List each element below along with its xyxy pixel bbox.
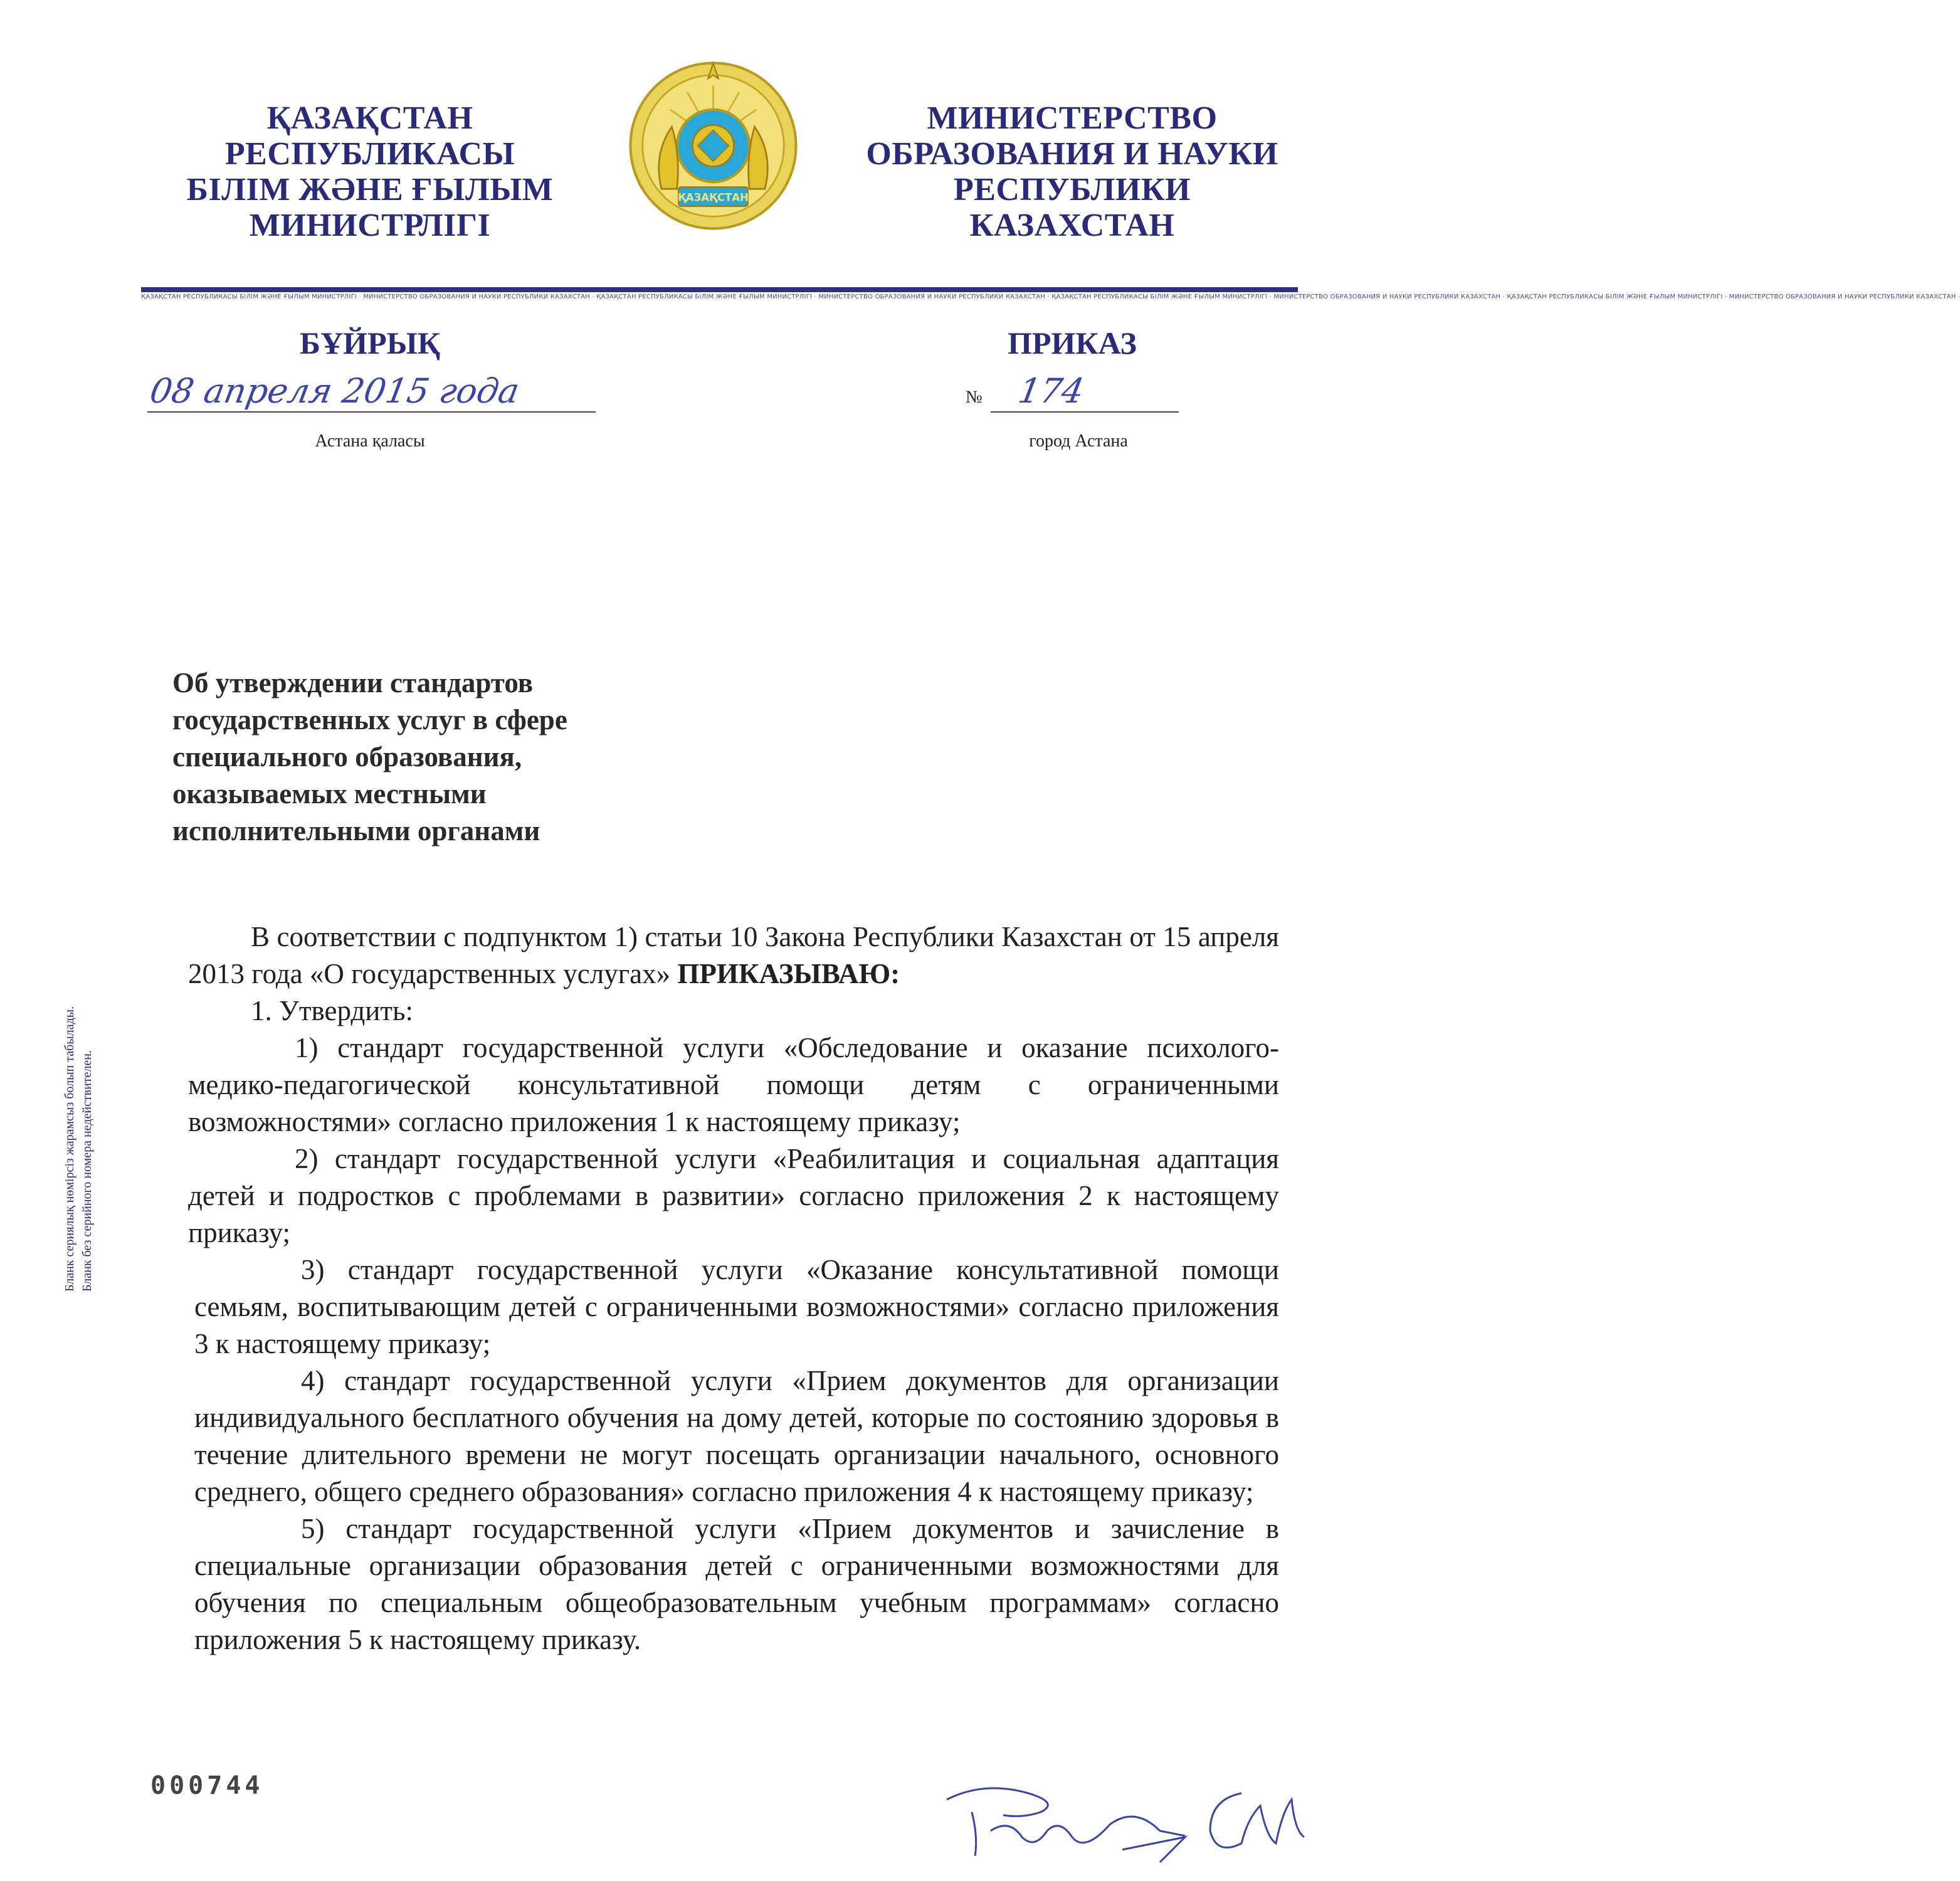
- state-emblem-icon: [627, 60, 799, 232]
- order-number-label: №: [966, 387, 983, 407]
- ministry-name-kz-line: РЕСПУБЛИКАСЫ: [224, 136, 515, 172]
- microtext-segment: ҚАЗАҚСТАН РЕСПУБЛИКАСЫ БІЛІМ ЖӘНЕ ҒЫЛЫМ МИНИСТРЛІГІ · МИНИСТЕРСТВО ОБРАЗОВАНИЯ И НАУКИ РЕСПУБЛИКИ КАЗАХСТАН ·: [1507, 293, 1960, 300]
- ministry-name-ru-line: ОБРАЗОВАНИЯ И НАУКИ: [866, 136, 1278, 172]
- subitem-3: 3) стандарт государственной услуги «Оказание консультативной помощи семьям, воспитывающим детей с ограниченными возможностями» согласно приложения 3 к настоящему приказу;: [194, 1254, 1279, 1359]
- city-kz: Астана қаласы: [315, 431, 425, 451]
- order-number: 174: [1015, 371, 1087, 411]
- microtext-segment: ҚАЗАҚСТАН РЕСПУБЛИКАСЫ БІЛІМ ЖӘНЕ ҒЫЛЫМ МИНИСТРЛІГІ · МИНИСТЕРСТВО ОБРАЗОВАНИЯ И НАУКИ РЕСПУБЛИКИ КАЗАХСТАН ·: [141, 293, 597, 300]
- subitem-2: 2) стандарт государственной услуги «Реабилитация и социальная адаптация детей и подростков с проблемами в развитии» согласно приложения 2 к настоящему приказу;: [188, 1143, 1279, 1248]
- intro-paragraph: [188, 919, 1279, 993]
- serial-number: 000744: [150, 1771, 264, 1800]
- number-underline: [991, 411, 1179, 413]
- subject-line: Об утверждении стандартов: [172, 667, 534, 698]
- ministry-name-kz-line: БІЛІМ ЖӘНЕ ҒЫЛЫМ: [186, 172, 554, 208]
- emblem-text: ҚАЗАҚСТАН: [678, 191, 749, 204]
- microtext-band: [141, 292, 1960, 302]
- ministry-name-kz: [157, 100, 583, 243]
- signature-mark: [934, 1756, 1310, 1875]
- subject-line: исполнительными органами: [172, 815, 540, 846]
- subject-line: оказываемых местными: [172, 778, 487, 809]
- intro-command: ПРИКАЗЫВАЮ:: [677, 958, 900, 989]
- subitem-5: 5) стандарт государственной услуги «Прием документов и зачисление в специальные организации образования детей с ограниченными возможностями для обучения по специальным общеобразовательным учебным программам» согласно приложения 5 к настоящему приказу.: [194, 1513, 1279, 1655]
- side-note-ru: Бланк без серийного номера недействителен.: [80, 1050, 94, 1292]
- header-divider: [141, 287, 1298, 292]
- date-underline: [147, 411, 596, 413]
- order-subject: [172, 665, 674, 850]
- item-1: 1. Утвердить:: [251, 995, 414, 1026]
- order-body: [188, 919, 1279, 1658]
- microtext-segment: ҚАЗАҚСТАН РЕСПУБЛИКАСЫ БІЛІМ ЖӘНЕ ҒЫЛЫМ МИНИСТРЛІГІ · МИНИСТЕРСТВО ОБРАЗОВАНИЯ И НАУКИ РЕСПУБЛИКИ КАЗАХСТАН ·: [596, 293, 1052, 300]
- microtext-segment: ҚАЗАҚСТАН РЕСПУБЛИКАСЫ БІЛІМ ЖӘНЕ ҒЫЛЫМ МИНИСТРЛІГІ · МИНИСТЕРСТВО ОБРАЗОВАНИЯ И НАУКИ РЕСПУБЛИКИ КАЗАХСТАН ·: [1051, 293, 1507, 300]
- subject-line: специального образования,: [172, 741, 522, 772]
- city-ru: город Астана: [1029, 431, 1128, 451]
- subitem-1: 1) стандарт государственной услуги «Обследование и оказание психолого-медико-педагогической консультативной помощи детям с ограниченными возможностями» согласно приложения 1 к настоящему приказу;: [188, 1032, 1279, 1137]
- ministry-name-kz-line: ҚАЗАҚСТАН: [266, 100, 473, 136]
- ministry-name-kz-line: МИНИСТРЛІГІ: [249, 208, 491, 243]
- ministry-name-ru-line: КАЗАХСТАН: [969, 208, 1175, 243]
- ministry-name-ru: [853, 100, 1292, 243]
- order-date: 08 апреля 2015 года: [147, 371, 523, 411]
- intro-text: В соответствии с подпунктом 1) статьи 10 Закона Республики Казахстан от 15 апреля 2013 года «О государственных услугах»: [188, 921, 1279, 989]
- subitem-4: 4) стандарт государственной услуги «Прием документов для организации индивидуального бесплатного обучения на дому детей, которые по состоянию здоровья в течение длительного времени не могут посещать организации начального, основного среднего, общего среднего образования» согласно приложения 4 к настоящему приказу;: [194, 1365, 1279, 1507]
- order-title-ru: ПРИКАЗ: [1008, 325, 1137, 361]
- order-title-kz: БҰЙРЫҚ: [300, 325, 440, 361]
- side-note-kz: Бланк сериялық нөмірсіз жарамсыз болып табылады.: [63, 1006, 76, 1292]
- ministry-name-ru-line: МИНИСТЕРСТВО: [927, 100, 1218, 136]
- ministry-name-ru-line: РЕСПУБЛИКИ: [953, 172, 1191, 208]
- subject-line: государственных услуг в сфере: [172, 704, 567, 735]
